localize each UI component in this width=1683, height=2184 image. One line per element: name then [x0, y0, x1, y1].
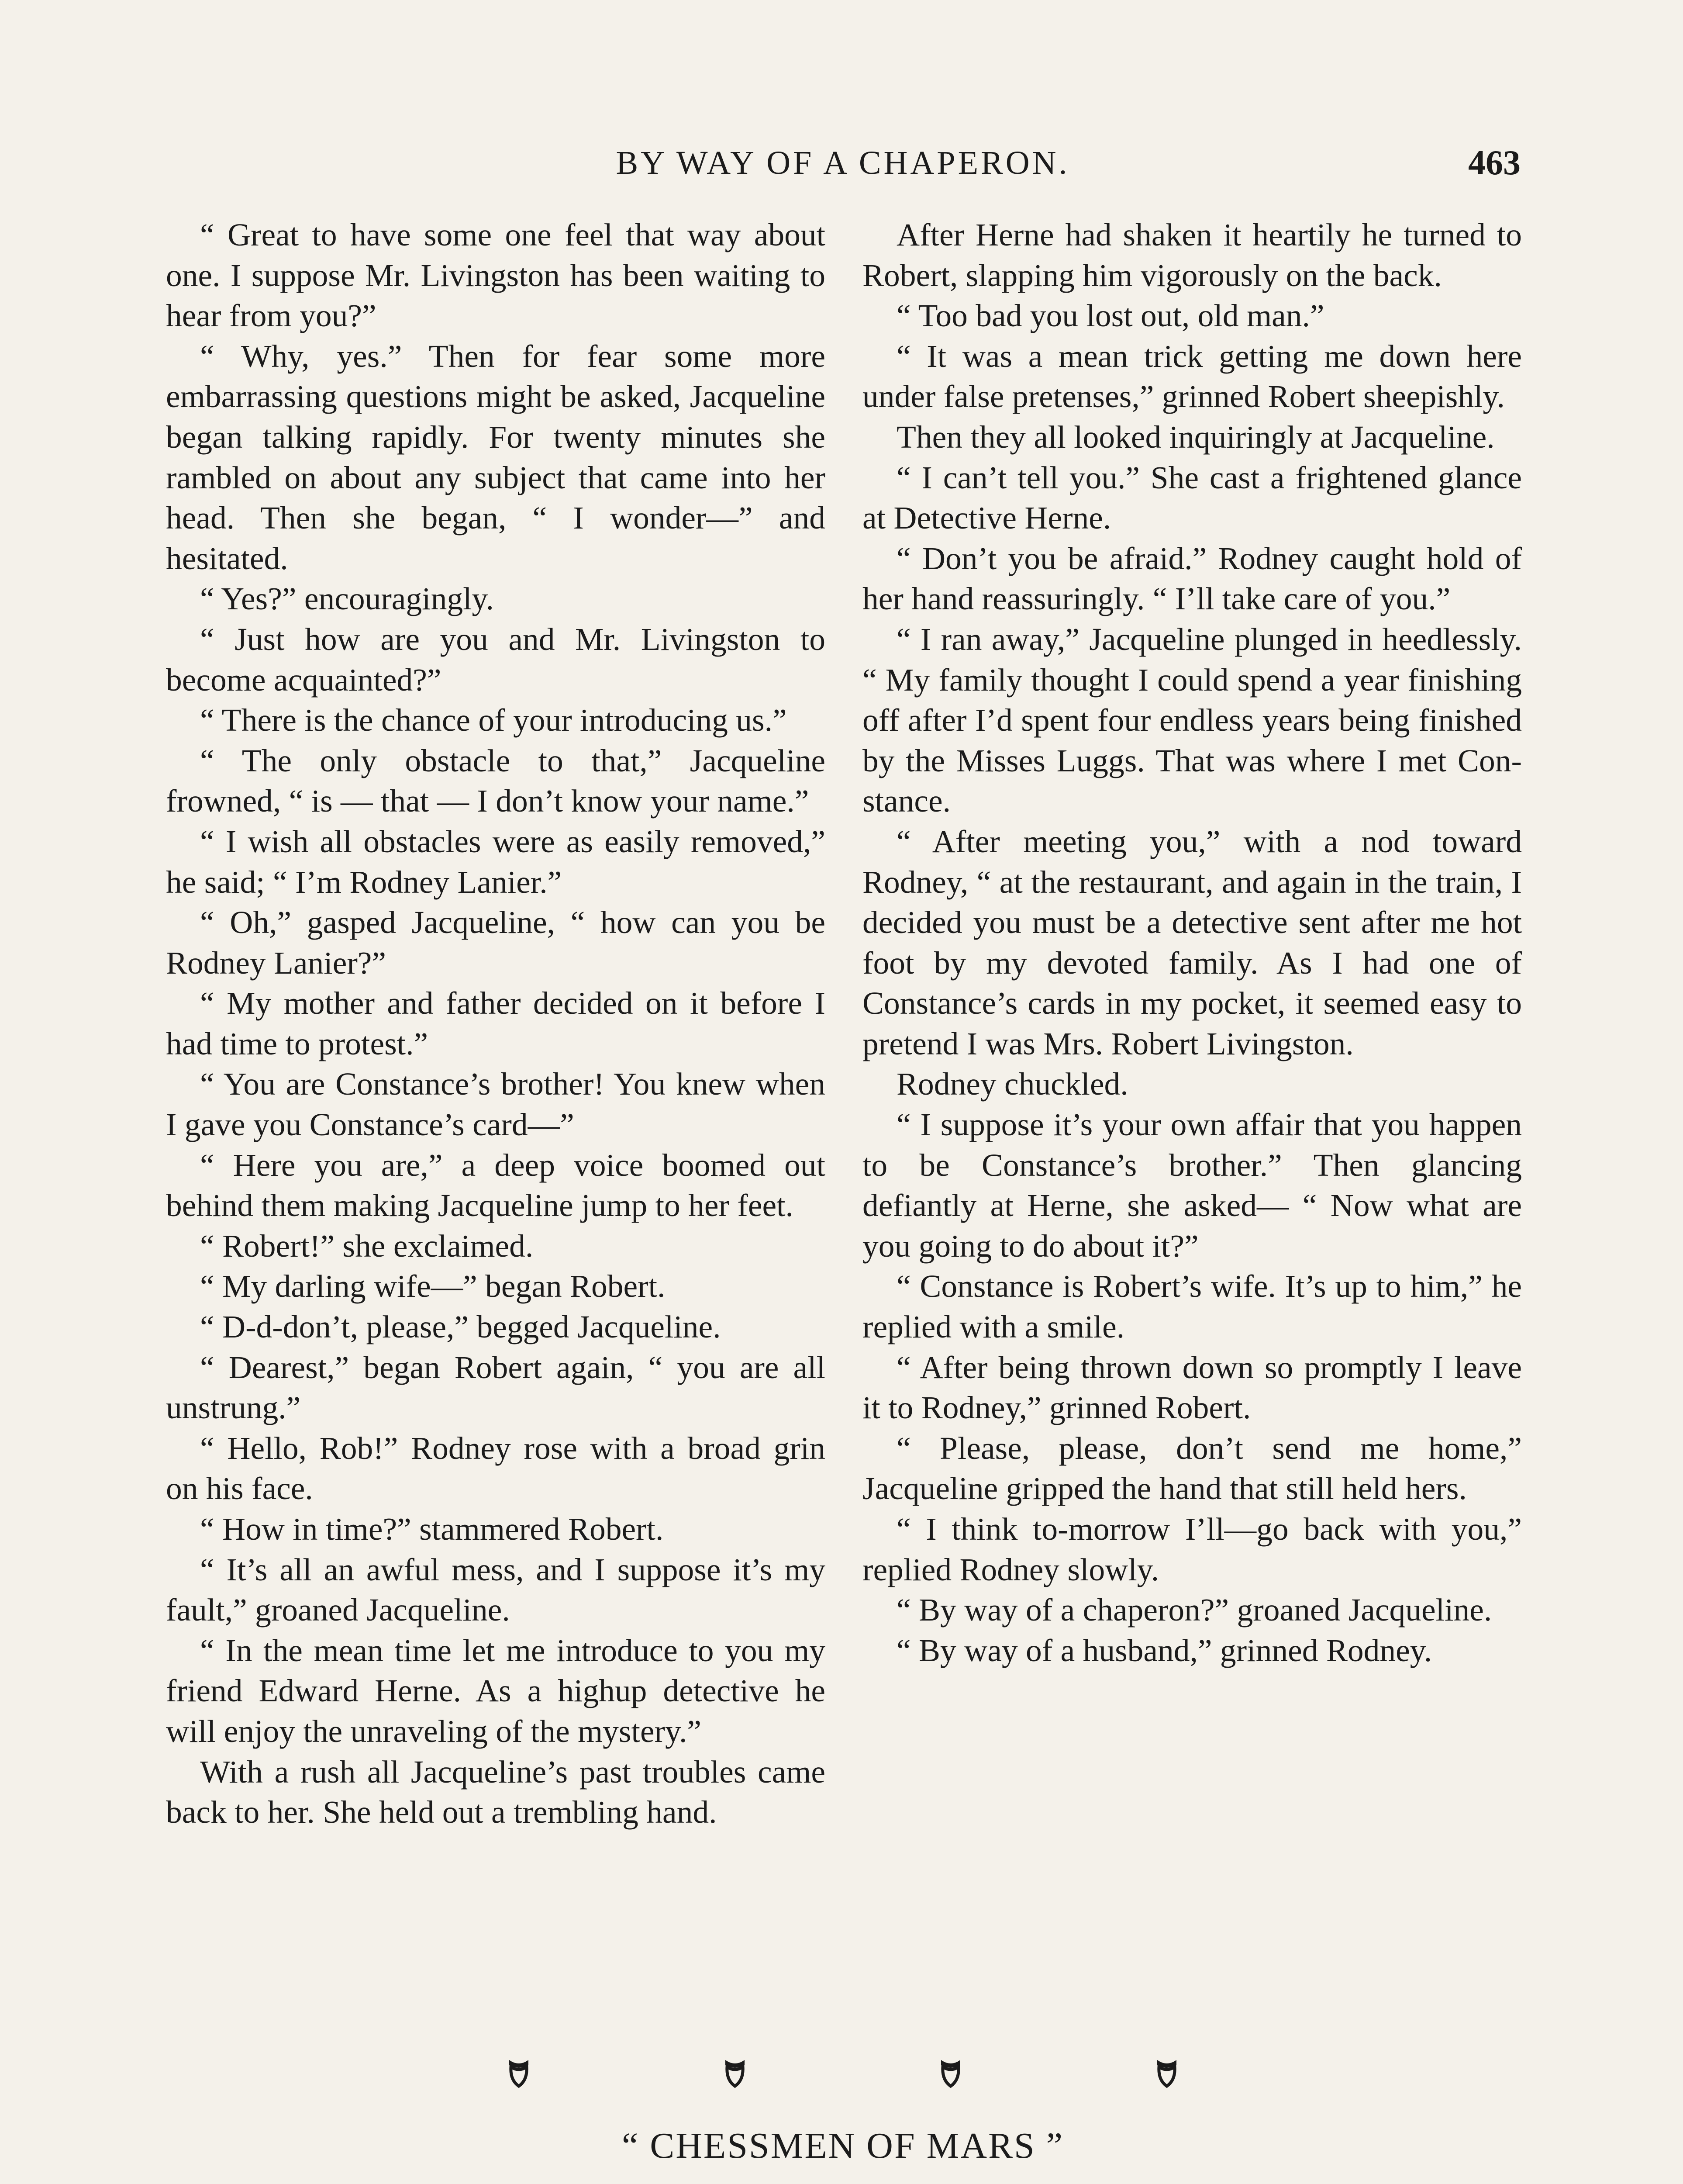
paragraph: “ By way of a chaperon?” groaned Jacqueline.	[897, 1592, 1492, 1628]
paragraph: “ I suppose it’s your own affair that you happen to be Constance’s brother.” Then glancing defiantly at Herne, she asked— “ Now what are you going to do about it?”	[862, 1107, 1522, 1264]
paragraph: “ It’s all an awful mess, and I suppose it’s my fault,” groaned Jacqueline.	[166, 1552, 825, 1628]
paragraph: “ Please, please, don’t send me home,” Jacqueline gripped the hand that still held hers.	[862, 1430, 1522, 1507]
paragraph: “ You are Constance’s brother! You knew when I gave you Constance’s card—”	[166, 1066, 825, 1143]
paragraph: “ I can’t tell you.” She cast a frightened glance at Detective Herne.	[862, 460, 1522, 536]
paragraph: “ My mother and father decided on it before I had time to protest.”	[166, 985, 825, 1061]
paragraph: “ Yes?” encouragingly.	[200, 581, 494, 617]
announcement-text	[166, 2180, 1520, 2184]
paragraph: “ Robert!” she exclaimed.	[200, 1228, 534, 1264]
paragraph: “ There is the chance of your introducing us.”	[200, 702, 787, 738]
paragraph: “ Constance is Robert’s wife. It’s up to him,” he replied with a smile.	[862, 1268, 1522, 1345]
left-column	[166, 215, 825, 1833]
acorn-ornament-icon	[1155, 2057, 1179, 2088]
paragraph: “ Dearest,” began Robert again, “ you are all unstrung.”	[166, 1349, 825, 1426]
page-number: 463	[1468, 144, 1521, 182]
paragraph: “ D-d-don’t, please,” begged Jacqueline.	[200, 1309, 721, 1345]
section-divider	[507, 2057, 1179, 2092]
paragraph: “ I wish all obstacles were as easily removed,” he said; “ I’m Rodney Lanier.”	[166, 823, 825, 900]
paragraph: “ Just how are you and Mr. Livingston to become acquainted?”	[166, 621, 825, 698]
paragraph: “ After being thrown down so promptly I leave it to Rodney,” grinned Robert.	[862, 1349, 1522, 1426]
paragraph: “ I think to-morrow I’ll—go back with you,” replied Rodney slowly.	[862, 1511, 1522, 1587]
paragraph: “ Too bad you lost out, old man.”	[897, 298, 1324, 334]
paragraph: “ I ran away,” Jacqueline plunged in heedlessly. “ My family thought I could spend a year finishing off after I’d spent four endless years being finished by the Misses Luggs. That was where I met Constance.	[862, 621, 1522, 819]
right-column	[862, 215, 1522, 1671]
paragraph: “ It was a mean trick getting me down here under false pretenses,” grinned Robert sheepishly.	[862, 338, 1522, 415]
paragraph: Rodney chuckled.	[897, 1066, 1128, 1102]
paragraph: “ After meeting you,” with a nod toward Rodney, “ at the restaurant, and again in the train, I decided you must be a detective sent after me hot foot by my devoted family. As I had one of Constance’s cards in my pocket, it seemed easy to pretend I was Mrs. Robert Livingston.	[862, 823, 1522, 1061]
running-title: BY WAY OF A CHAPERON.	[616, 145, 1070, 181]
paragraph: With a rush all Jacqueline’s past troubles came back to her. She held out a trembling hand.	[166, 1754, 825, 1830]
paragraph: “ In the mean time let me introduce to you my friend Edward Herne. As a highup detective he will enjoy the unraveling of the mystery.”	[166, 1632, 825, 1749]
paragraph: “ My darling wife—” began Robert.	[200, 1268, 666, 1304]
acorn-ornament-icon	[938, 2057, 963, 2088]
paragraph: “ Don’t you be afraid.” Rodney caught hold of her hand reassuringly. “ I’ll take care of you.”	[862, 540, 1522, 617]
paragraph: “ Oh,” gasped Jacqueline, “ how can you be Rodney Lanier?”	[166, 905, 825, 981]
paragraph: “ Hello, Rob!” Rodney rose with a broad grin on his face.	[166, 1430, 825, 1507]
paragraph: “ Why, yes.” Then for fear some more embarrassing questions might be asked, Jacqueline began talking rapidly. For twenty minutes she rambled on about any subject that came into her head. Then she began, “ I wonder—” and hesitated.	[166, 338, 825, 576]
paragraph: “ The only obstacle to that,” Jacqueline frowned, “ is — that — I don’t know your name.”	[166, 743, 825, 819]
paragraph: “ How in time?” stammered Robert.	[200, 1511, 664, 1547]
page-header	[166, 139, 1520, 187]
acorn-ornament-icon	[507, 2057, 531, 2088]
paragraph: Then they all looked inquiringly at Jacqueline.	[897, 419, 1495, 455]
paragraph: “ By way of a husband,” grinned Rodney.	[897, 1632, 1432, 1668]
acorn-ornament-icon	[723, 2057, 747, 2088]
paragraph: After Herne had shaken it heartily he turned to Robert, slapping him vigorously on the back.	[862, 217, 1522, 293]
paragraph: “ Great to have some one feel that way about one. I suppose Mr. Livingston has been waiting to hear from you?”	[166, 217, 825, 334]
paragraph: “ Here you are,” a deep voice boomed out behind them making Jacqueline jump to her feet.	[166, 1147, 825, 1223]
serial-title: “ CHESSMEN OF MARS ”	[621, 2125, 1064, 2166]
